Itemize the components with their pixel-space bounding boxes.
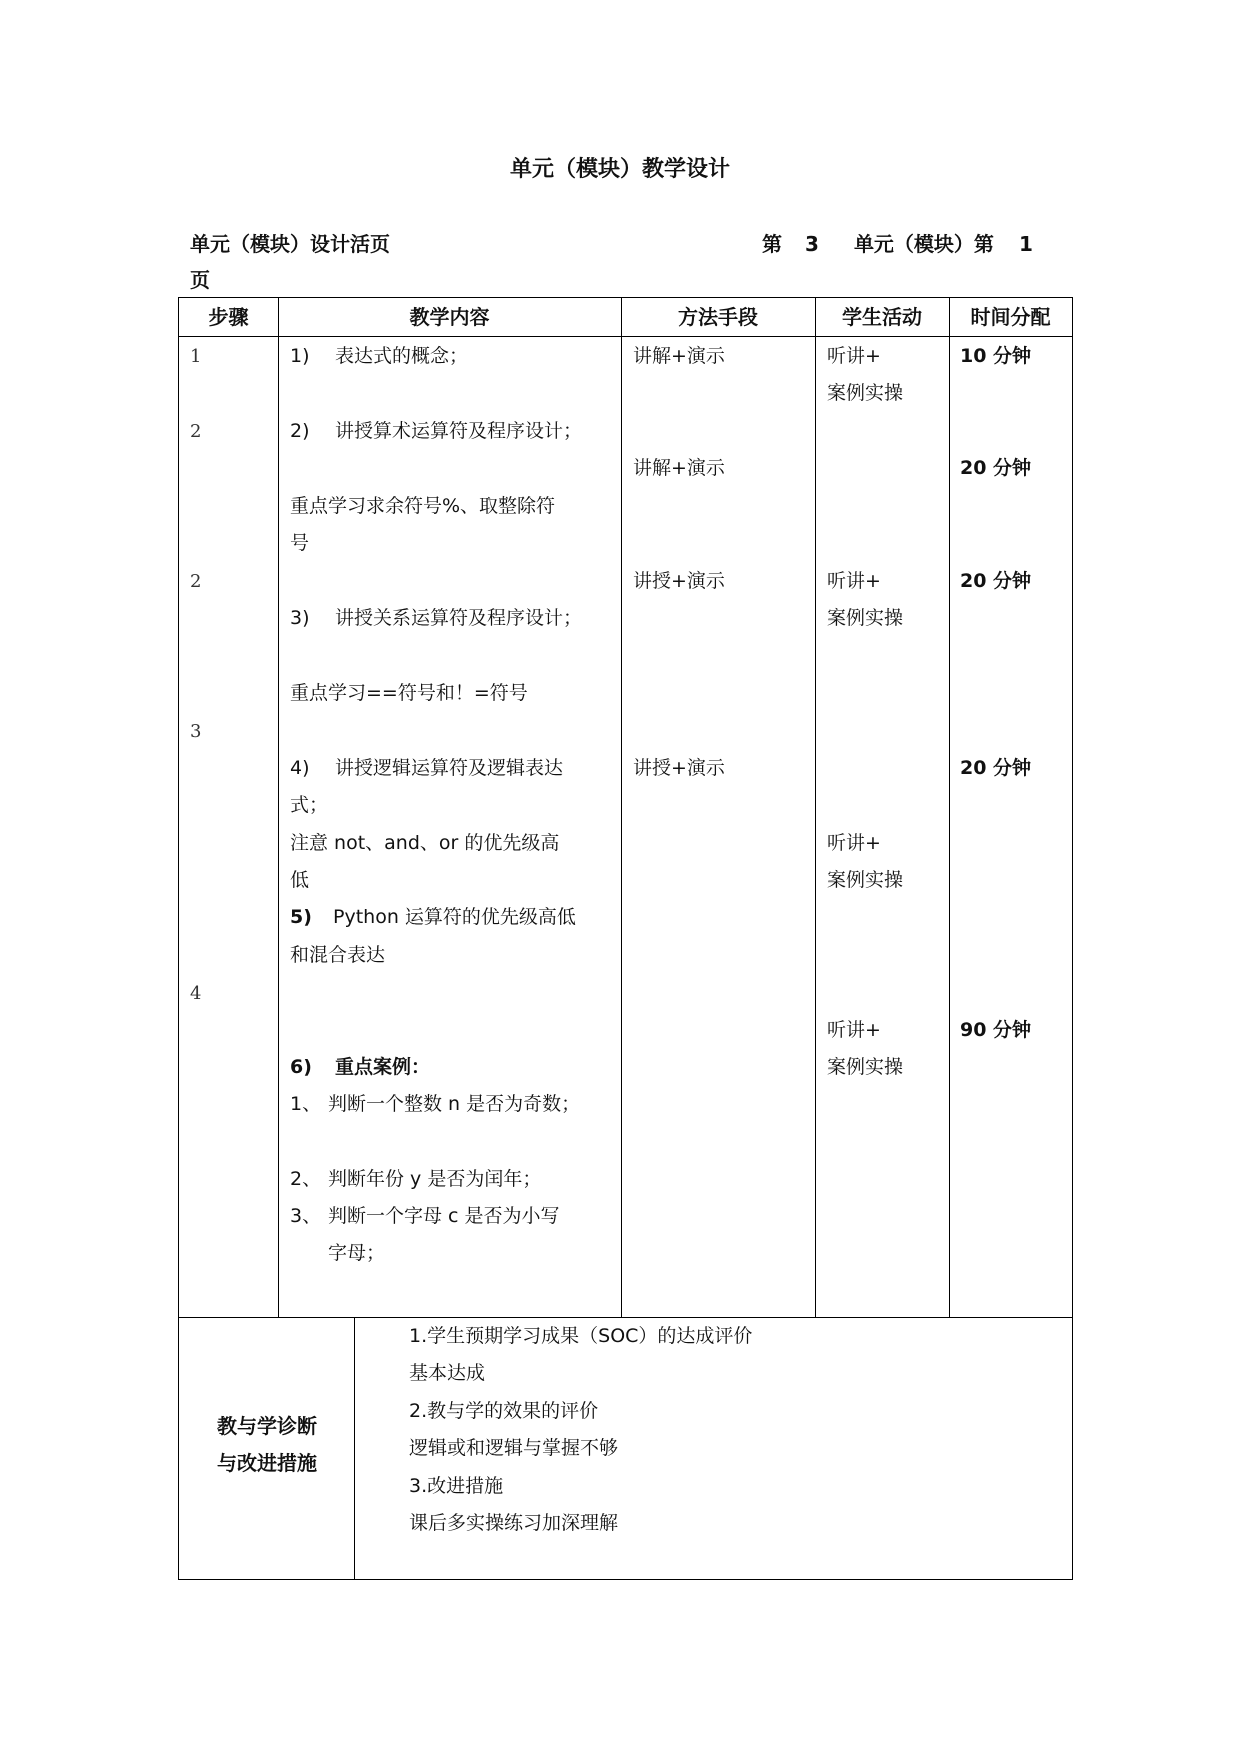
header-right: [762, 228, 1051, 257]
col-header-time: 时间分配: [970, 305, 1051, 329]
content-note: 重点学习==符号和！=符号: [290, 682, 528, 704]
content-note: 注意 not、and、or 的优先级高: [290, 832, 560, 854]
col-header-content: 教学内容: [409, 305, 490, 329]
col-divider-3: [815, 298, 816, 1317]
content-item-number: 6): [290, 1056, 312, 1078]
lesson-table: [178, 297, 1073, 1580]
diagnosis-line: 2.教与学的效果的评价: [409, 1400, 599, 1422]
step-number: 3: [190, 721, 202, 742]
header-left: 单元（模块）设计活页: [190, 232, 390, 256]
diagnosis-label: 教与学诊断: [217, 1414, 317, 1438]
step-number: 1: [190, 346, 202, 367]
method-cell: 讲解+演示: [633, 345, 725, 367]
time-cell: 20 分钟: [960, 757, 1032, 779]
case-number: 1、: [290, 1093, 322, 1115]
content-item-number: 3): [290, 607, 310, 629]
col-divider-2: [621, 298, 622, 1317]
col-divider-4: [949, 298, 950, 1317]
method-cell: 讲授+演示: [633, 757, 725, 779]
content-item-text: 讲授逻辑运算符及逻辑表达: [335, 757, 564, 779]
content-item-text: 表达式的概念；: [335, 345, 469, 367]
diagnosis-line: 逻辑或和逻辑与掌握不够: [409, 1437, 619, 1459]
header-di: 第: [762, 232, 782, 256]
case-text: 判断年份 y 是否为闰年；: [328, 1168, 542, 1190]
col-header-steps: 步骤: [208, 305, 249, 329]
time-cell: 90 分钟: [960, 1019, 1032, 1041]
col-header-activity: 学生活动: [842, 305, 922, 329]
step-number: 2: [190, 421, 202, 442]
diagnosis-line: 1.学生预期学习成果（SOC）的达成评价: [409, 1325, 753, 1347]
content-note: 号: [290, 532, 310, 554]
header-page-number: 1: [1018, 232, 1033, 256]
case-text: 字母；: [328, 1242, 386, 1264]
header-divider: [179, 336, 1072, 337]
col-header-method: 方法手段: [678, 305, 758, 329]
content-note: 低: [290, 869, 310, 891]
activity-cell: 听讲+: [827, 570, 881, 592]
content-note: 重点学习求余符号%、取整除符: [290, 495, 556, 517]
content-item-text: 讲授算术运算符及程序设计；: [335, 420, 583, 442]
content-item-number: 5): [290, 906, 312, 928]
header-unit-number: 3: [805, 232, 819, 256]
method-cell: 讲解+演示: [633, 457, 725, 479]
case-text: 判断一个整数 n 是否为奇数；: [328, 1093, 581, 1115]
activity-cell: 案例实操: [827, 869, 904, 891]
case-text: 判断一个字母 c 是否为小写: [328, 1205, 560, 1227]
content-item-text: Python 运算符的优先级高低: [333, 906, 576, 928]
time-cell: 20 分钟: [960, 570, 1032, 592]
content-item-text: 式；: [290, 794, 329, 816]
header-unit-text: 单元（模块）第: [853, 232, 994, 256]
step-number: 4: [190, 983, 202, 1004]
col-divider-1: [278, 298, 279, 1317]
diagnosis-line: 课后多实操练习加深理解: [409, 1512, 619, 1534]
time-cell: 10 分钟: [960, 345, 1032, 367]
step-number: 2: [190, 571, 202, 592]
content-item-text: 和混合表达: [290, 944, 386, 966]
content-item-number: 1): [290, 345, 310, 367]
activity-cell: 听讲+: [827, 1019, 881, 1041]
content-item-text: 重点案例：: [335, 1056, 431, 1078]
content-item-number: 2): [290, 420, 310, 442]
diagnosis-label: 与改进措施: [217, 1451, 317, 1475]
diagnosis-line: 基本达成: [409, 1362, 486, 1384]
content-item-number: 4): [290, 757, 310, 779]
activity-cell: 案例实操: [827, 382, 904, 404]
activity-cell: 案例实操: [827, 607, 904, 629]
page-title: 单元（模块）教学设计: [509, 157, 730, 182]
case-number: 3、: [290, 1205, 322, 1227]
content-item-text: 讲授关系运算符及程序设计；: [335, 607, 583, 629]
case-number: 2、: [290, 1168, 322, 1190]
diagnosis-line: 3.改进措施: [409, 1475, 504, 1497]
method-cell: 讲授+演示: [633, 570, 725, 592]
activity-cell: 案例实操: [827, 1056, 904, 1078]
activity-cell: 听讲+: [827, 345, 881, 367]
activity-cell: 听讲+: [827, 832, 881, 854]
time-cell: 20 分钟: [960, 457, 1032, 479]
header-page-suffix: 页: [190, 268, 210, 292]
